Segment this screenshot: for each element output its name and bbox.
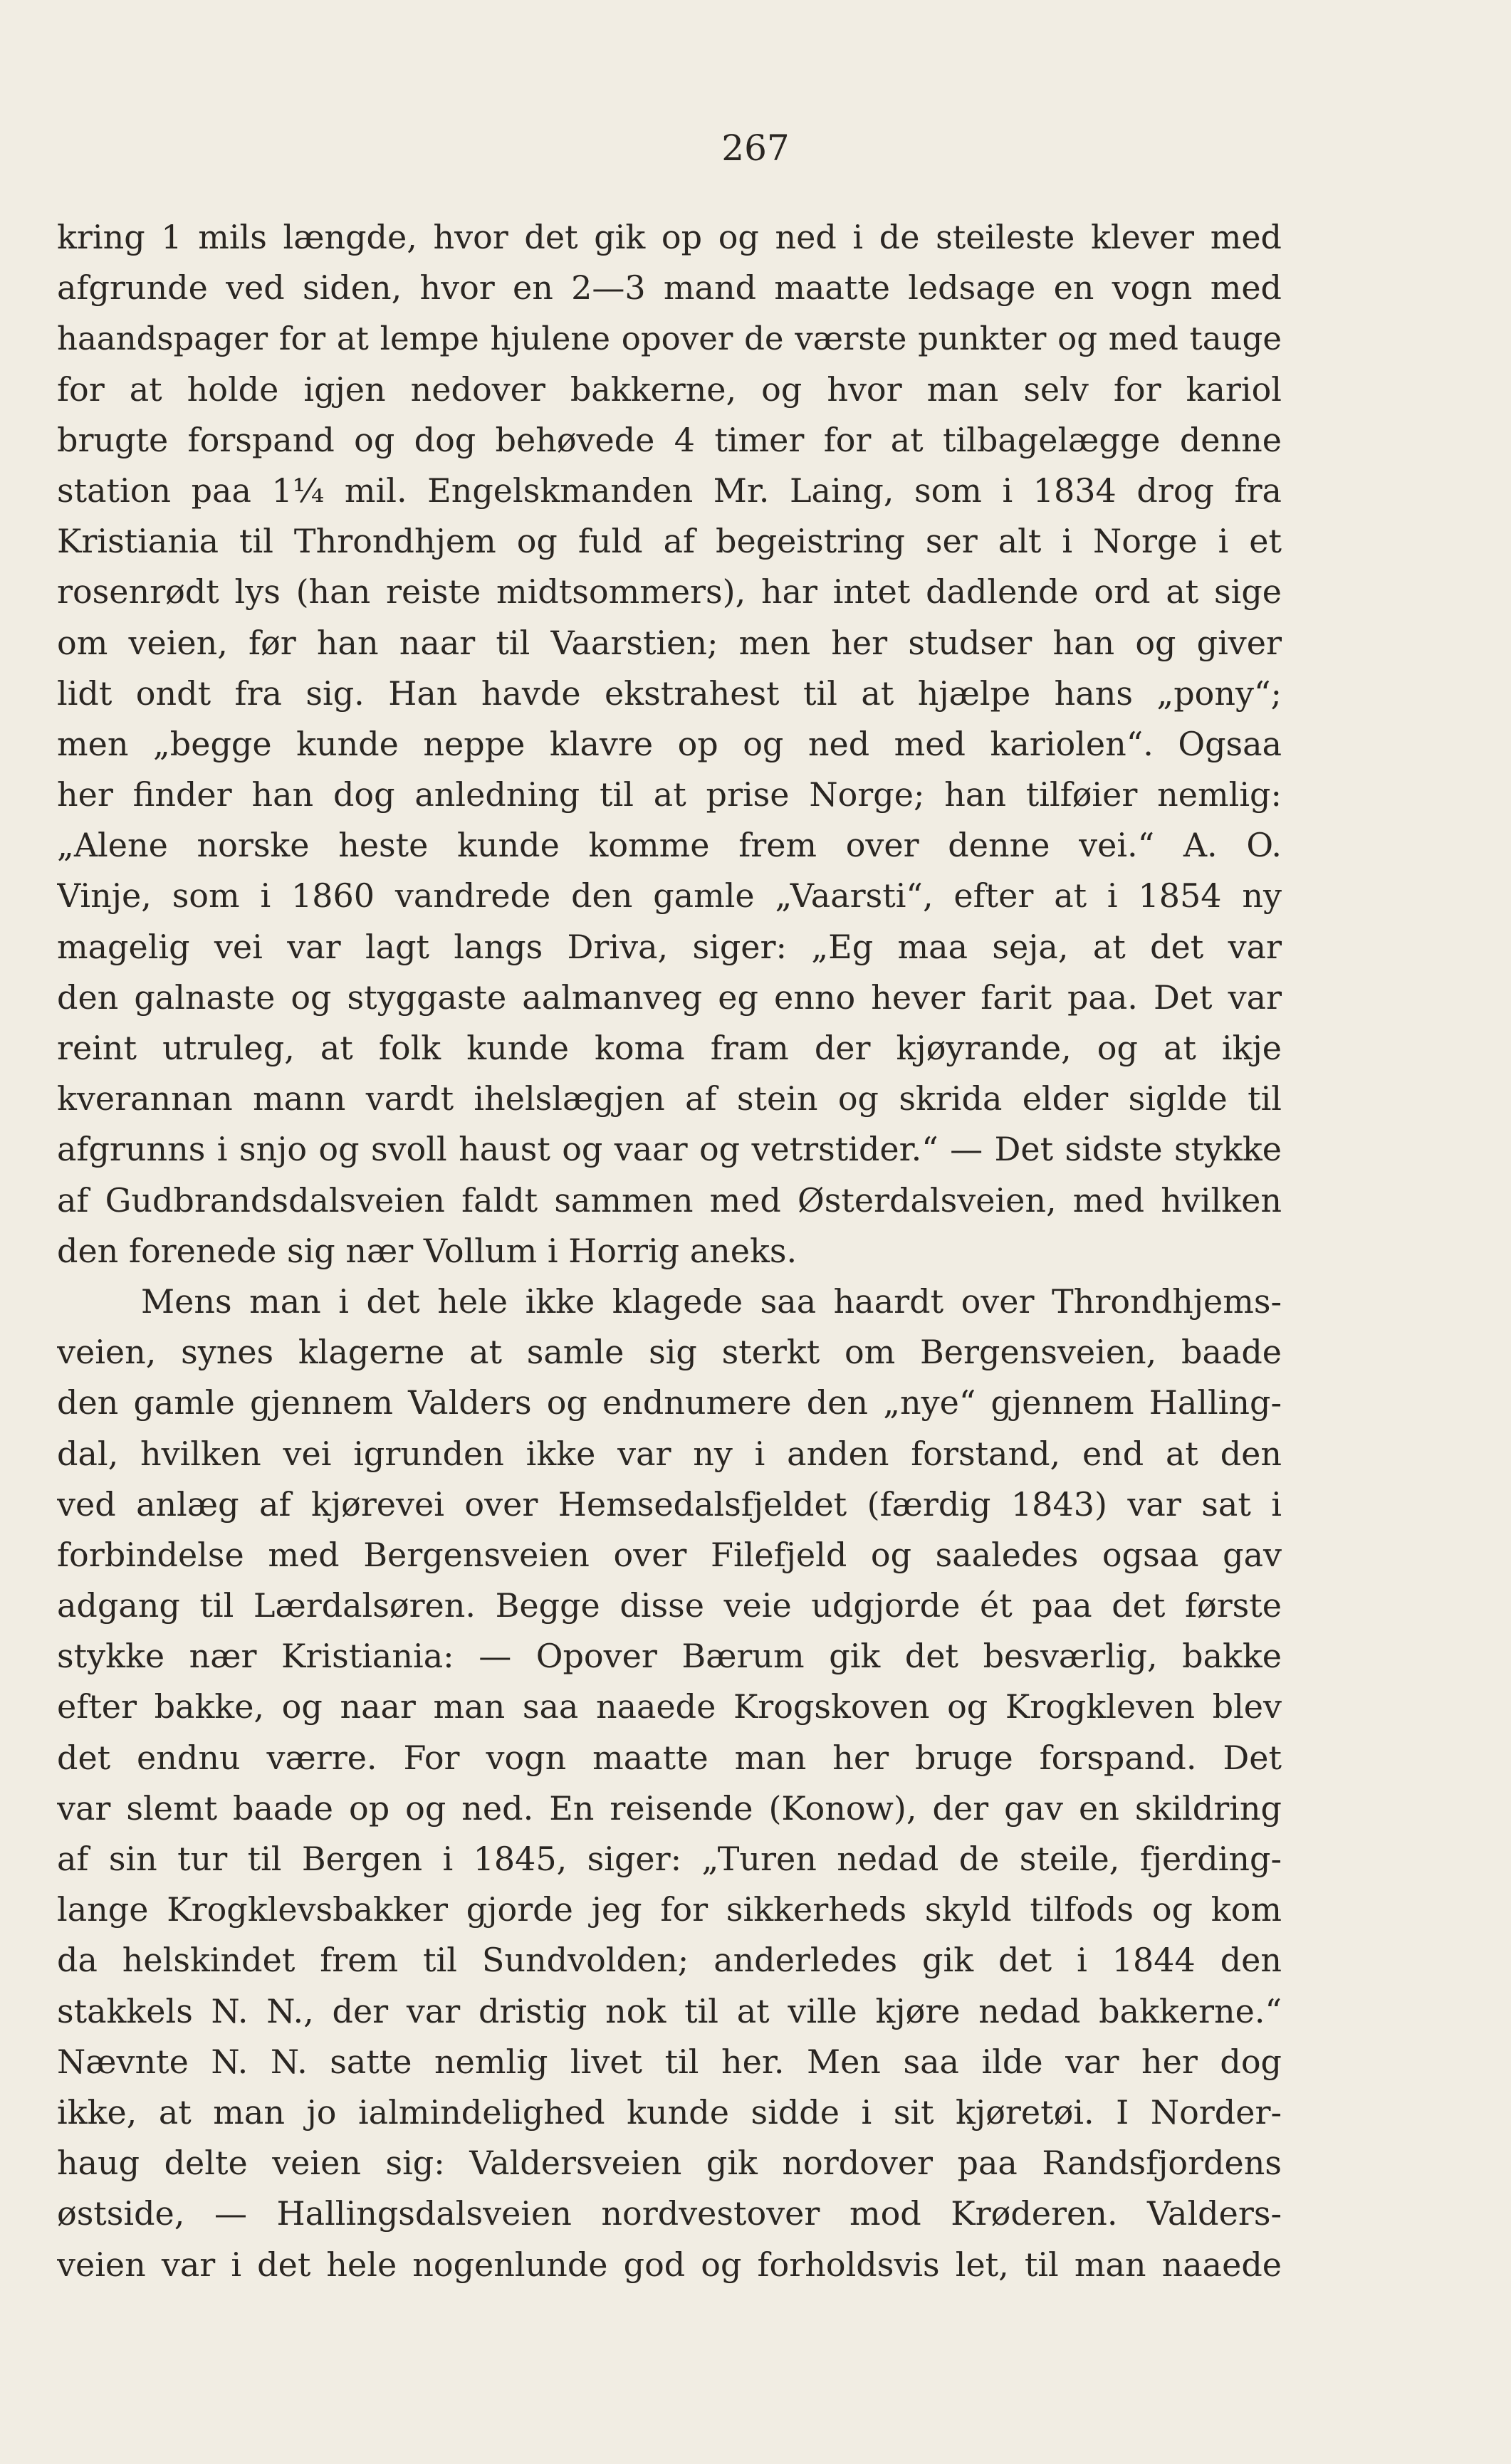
text-line: Kristiania til Throndhjem og fuld af begeistring ser alt i Norge i et [57,522,1282,561]
text-line: dal, hvilken vei igrunden ikke var ny i anden forstand, end at den [57,1434,1282,1473]
text-line: veien, synes klagerne at samle sig sterkt om Bergensveien, baade [57,1333,1282,1372]
text-line: men „begge kunde neppe klavre op og ned med kariolen“. Ogsaa [57,724,1282,763]
text-line: det endnu værre. For vogn maatte man her bruge forspand. Det [57,1738,1282,1777]
text-line: magelig vei var lagt langs Driva, siger: „Eg maa seja, at det var [57,927,1282,966]
text-line: om veien, før han naar til Vaarstien; men her studser han og giver [57,623,1282,662]
text-line: af sin tur til Bergen i 1845, siger: „Turen nedad de steile, fjerding- [57,1840,1282,1878]
text-line: veien var i det hele nogenlunde god og forholdsvis let, til man naaede [57,2245,1282,2284]
text-line: Vinje, som i 1860 vandrede den gamle „Vaarsti“, efter at i 1854 ny [57,876,1282,916]
text-line: „Alene norske heste kunde komme frem over denne vei.“ A. O. [57,826,1282,865]
paragraph-end-line: den forenede sig nær Vollum i Horrig aneks. [57,1231,798,1270]
paragraph-start-line: Mens man i det hele ikke klagede saa haardt over Throndhjems- [141,1281,1282,1321]
text-line: brugte forspand og dog behøvede 4 timer for at tilbagelægge denne [57,420,1282,459]
text-line: for at holde igjen nedover bakkerne, og hvor man selv for kariol [57,369,1282,409]
text-line: lidt ondt fra sig. Han havde ekstrahest til at hjælpe hans „pony“; [57,673,1282,713]
text-line: den galnaste og styggaste aalmanveg eg enno hever farit paa. Det var [57,977,1282,1017]
text-line: her finder han dog anledning til at prise Norge; han tilføier nemlig: [57,775,1282,814]
text-line: Nævnte N. N. satte nemlig livet til her. Men saa ilde var her dog [57,2042,1282,2081]
text-line: af Gudbrandsdalsveien faldt sammen med Østerdalsveien, med hvilken [57,1180,1282,1220]
text-line: kring 1 mils længde, hvor det gik op og ned i de steileste klever med [57,218,1282,256]
text-line: stakkels N. N., der var dristig nok til at ville kjøre nedad bakkerne.“ [57,1991,1282,2030]
text-line: station paa 1¼ mil. Engelskmanden Mr. Laing, som i 1834 drog fra [57,471,1282,510]
text-line: østside, — Hallingsdalsveien nordvestover mod Krøderen. Valders- [57,2194,1282,2233]
text-line: haandspager for at lempe hjulene opover de værste punkter og med tauge [57,320,1282,358]
text-line: ved anlæg af kjørevei over Hemsedalsfjeldet (færdig 1843) var sat i [57,1484,1282,1524]
text-line: forbindelse med Bergensveien over Filefjeld og saaledes ogsaa gav [57,1535,1282,1574]
text-line: den gamle gjennem Valders og endnumere den „nye“ gjennem Halling- [57,1383,1282,1422]
text-line: da helskindet frem til Sundvolden; anderledes gik det i 1844 den [57,1941,1282,1980]
text-line: var slemt baade op og ned. En reisende (Konow), der gav en skildring [57,1788,1282,1828]
text-line: efter bakke, og naar man saa naaede Krogskoven og Krogkleven blev [57,1687,1282,1726]
text-line: kverannan mann vardt ihelslægjen af stein og skrida elder siglde til [57,1079,1282,1118]
text-line: afgrunde ved siden, hvor en 2—3 mand maatte ledsage en vogn med [57,268,1282,308]
text-line: rosenrødt lys (han reiste midtsommers), har intet dadlende ord at sige [57,572,1282,612]
text-line: stykke nær Kristiania: — Opover Bærum gik det besværlig, bakke [57,1637,1282,1676]
text-line: lange Krogklevsbakker gjorde jeg for sikkerheds skyld tilfods og kom [57,1890,1282,1929]
text-line: ikke, at man jo ialmindelighed kunde sidde i sit kjøretøi. I Norder- [57,2092,1282,2132]
text-line: adgang til Lærdalsøren. Begge disse veie udgjorde ét paa det første [57,1586,1282,1625]
body-text [57,212,1282,2290]
page-number: 267 [721,127,790,169]
text-line: haug delte veien sig: Valdersveien gik nordover paa Randsfjordens [57,2144,1282,2183]
text-line: afgrunns i snjo og svoll haust og vaar og vetrstider.“ — Det sidste stykke [57,1130,1282,1169]
text-line: reint utruleg, at folk kunde koma fram der kjøyrande, og at ikje [57,1029,1282,1067]
